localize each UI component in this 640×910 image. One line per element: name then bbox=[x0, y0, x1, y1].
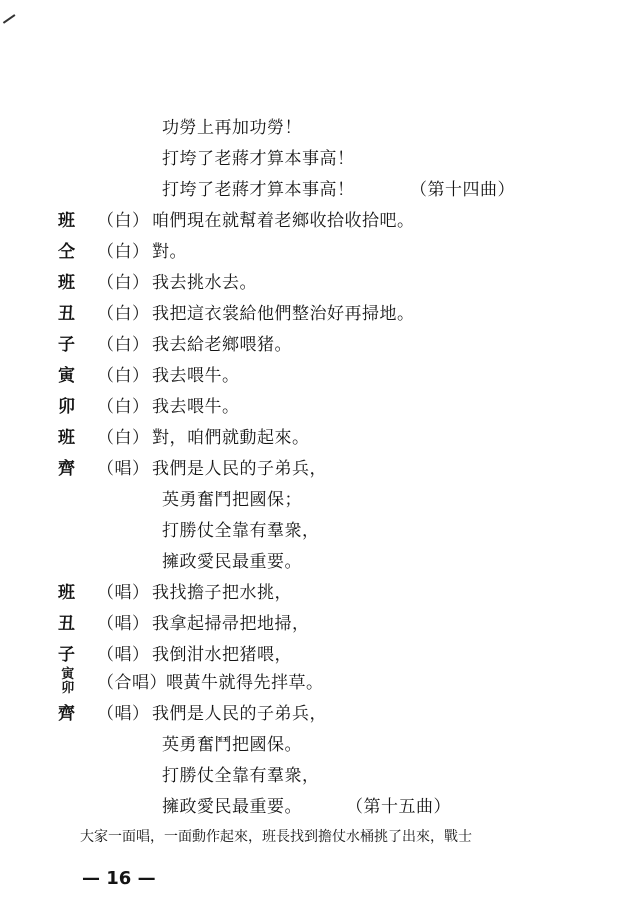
speaker-name: 齊 bbox=[58, 704, 76, 724]
speech-text: 對，咱們就動起來。 bbox=[152, 428, 310, 448]
stage-direction: （白） bbox=[97, 242, 150, 262]
stage-direction: （白） bbox=[97, 304, 150, 324]
speaker-name: 寅 bbox=[58, 366, 76, 386]
pen-mark bbox=[3, 14, 15, 23]
page-number: — 16 — bbox=[82, 868, 156, 889]
dialogue-line bbox=[0, 699, 640, 729]
verse-line: 擁政愛民最重要。 bbox=[162, 797, 302, 817]
dialogue-line bbox=[0, 392, 640, 422]
speaker-name: 丑 bbox=[58, 304, 76, 324]
verse-line: 擁政愛民最重要。 bbox=[162, 552, 302, 572]
speaker-name: 仝 bbox=[58, 242, 76, 262]
verse-line: 英勇奮鬥把國保； bbox=[162, 490, 302, 510]
dialogue-line bbox=[0, 423, 640, 453]
speaker-name: 卯 bbox=[58, 397, 76, 417]
speaker-name: 班 bbox=[58, 583, 76, 603]
speech-text: 喂黃牛就得先拌草。 bbox=[166, 673, 324, 693]
stage-direction: （唱） bbox=[97, 704, 150, 724]
speaker-name: 寅 卯 bbox=[61, 667, 75, 696]
speaker-name: 子 bbox=[58, 645, 76, 665]
speech-text: 我去挑水去。 bbox=[152, 273, 257, 293]
verse-line: 英勇奮鬥把國保。 bbox=[162, 735, 302, 755]
speaker-name: 班 bbox=[58, 428, 76, 448]
speaker-name: 丑 bbox=[58, 614, 76, 634]
speech-text: 我把這衣裳給他們整治好再掃地。 bbox=[152, 304, 415, 324]
dialogue-line bbox=[0, 268, 640, 298]
stage-direction: （白） bbox=[97, 397, 150, 417]
speech-text: 我去給老鄉喂猪。 bbox=[152, 335, 292, 355]
stage-direction: （白） bbox=[97, 335, 150, 355]
dialogue-line bbox=[0, 454, 640, 484]
verse-line: 打垮了老蔣才算本事高！ bbox=[162, 180, 355, 200]
speech-text: 我們是人民的子弟兵， bbox=[152, 704, 327, 724]
verse-line: 功勞上再加功勞！ bbox=[162, 118, 302, 138]
speaker-name: 班 bbox=[58, 273, 76, 293]
dialogue-line bbox=[0, 206, 640, 236]
speech-text: 咱們現在就幫着老鄉收拾收拾吧。 bbox=[152, 211, 415, 231]
stage-direction: （唱） bbox=[97, 583, 150, 603]
speaker-name: 班 bbox=[58, 211, 76, 231]
dialogue-line bbox=[0, 299, 640, 329]
stage-direction: （唱） bbox=[97, 459, 150, 479]
verse-line: 打垮了老蔣才算本事高！ bbox=[162, 149, 355, 169]
stage-direction: （唱） bbox=[97, 645, 150, 665]
speech-text: 我們是人民的子弟兵， bbox=[152, 459, 327, 479]
stage-direction: （白） bbox=[97, 428, 150, 448]
speech-text: 我拿起掃帚把地掃， bbox=[152, 614, 310, 634]
stage-direction: （白） bbox=[97, 273, 150, 293]
verse-line: 打勝仗全靠有羣衆， bbox=[162, 766, 320, 786]
dialogue-line bbox=[0, 237, 640, 267]
speech-text: 我去喂牛。 bbox=[152, 397, 240, 417]
song-number-note: （第十五曲） bbox=[346, 797, 451, 817]
speech-text: 對。 bbox=[152, 242, 187, 262]
stage-direction: （白） bbox=[97, 366, 150, 386]
dialogue-line bbox=[0, 330, 640, 360]
dialogue-line bbox=[0, 361, 640, 391]
stage-direction: （唱） bbox=[97, 614, 150, 634]
stage-direction: （合唱） bbox=[97, 673, 167, 693]
speech-text: 我倒泔水把猪喂， bbox=[152, 645, 292, 665]
song-number-note: （第十四曲） bbox=[410, 180, 515, 200]
dialogue-line bbox=[0, 640, 640, 670]
dialogue-line bbox=[0, 668, 640, 698]
speaker-name: 子 bbox=[58, 335, 76, 355]
speech-text: 我找擔子把水挑， bbox=[152, 583, 292, 603]
stage-note: 大家一面唱，一面動作起來，班長找到擔仗水桶挑了出來，戰士 bbox=[80, 829, 472, 845]
dialogue-line bbox=[0, 578, 640, 608]
stage-direction: （白） bbox=[97, 211, 150, 231]
dialogue-line bbox=[0, 609, 640, 639]
verse-line: 打勝仗全靠有羣衆， bbox=[162, 521, 320, 541]
speaker-name: 齊 bbox=[58, 459, 76, 479]
speech-text: 我去喂牛。 bbox=[152, 366, 240, 386]
